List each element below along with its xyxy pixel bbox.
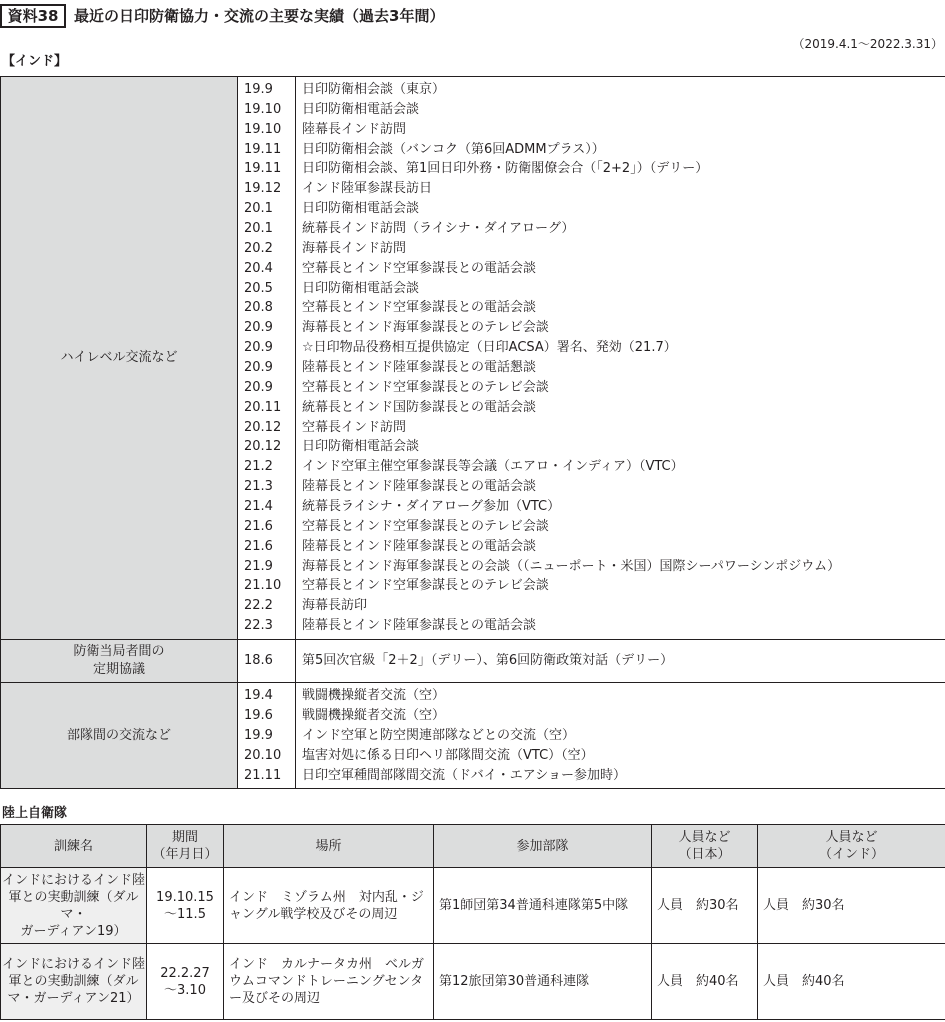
date-entry: 20.9 (244, 320, 273, 336)
exercise-period: 19.10.15 ～11.5 (147, 868, 224, 944)
date-list (238, 683, 296, 789)
event-entry: 海幕長とインド海軍参謀長とのテレビ会談 (302, 320, 549, 336)
event-entry: 空幕長とインド空軍参謀長とのテレビ会談 (302, 518, 549, 534)
event-entry: ☆日印物品役務相互提供協定（日印ACSA）署名、発効（21.7） (302, 340, 677, 356)
event-entry: 統幕長ライシナ・ダイアローグ参加（VTC） (302, 499, 561, 515)
exercise-period: 22.2.27 ～3.10 (147, 944, 224, 1020)
event-entry: 海幕長訪印 (302, 598, 368, 614)
event-entry: 陸幕長とインド陸軍参謀長との電話会談 (302, 479, 537, 495)
date-entry: 20.9 (244, 360, 273, 376)
event-entry: 日印防衛相電話会談 (302, 280, 420, 296)
date-entry: 20.9 (244, 340, 273, 356)
gsdf-exercise-table (0, 824, 945, 1020)
date-entry: 22.3 (244, 618, 273, 634)
date-entry: 21.10 (244, 578, 282, 594)
date-entry: 19.12 (244, 181, 282, 197)
column-header-name: 訓練名 (1, 825, 147, 868)
event-entry: 空幕長とインド空軍参謀長との電話会談 (302, 300, 537, 316)
exercise-name: インドにおけるインド陸軍との実動訓練（ダルマ・ ガーディアン19） (1, 868, 147, 944)
staff-japan: 人員 約30名 (652, 868, 758, 944)
date-cell: 18.6 (238, 640, 296, 683)
date-entry: 20.9 (244, 379, 273, 395)
event-cell: 第5回次官級「2＋2」（デリー）、第6回防衛政策対話（デリー） (296, 640, 945, 683)
date-entry: 21.11 (244, 767, 282, 783)
event-entry: 戦闘機操縦者交流（空） (302, 707, 446, 723)
date-entry: 21.6 (244, 518, 273, 534)
date-entry: 20.12 (244, 439, 282, 455)
document-title: 最近の日印防衛協力・交流の主要な実績（過去3年間） (74, 7, 445, 25)
category-cell: ハイレベル交流など (1, 77, 238, 640)
event-list (296, 77, 945, 640)
date-entry: 19.10 (244, 101, 282, 117)
reporting-period: （2019.4.1～2022.3.31） (792, 37, 943, 51)
event-entry: 陸幕長インド訪問 (302, 121, 407, 137)
event-entry: 日印防衛相電話会談 (302, 439, 420, 455)
participating-units: 第12旅団第30普通科連隊 (434, 944, 652, 1020)
staff-india: 人員 約40名 (758, 944, 945, 1020)
category-line: 定期協議 (92, 662, 145, 678)
date-entry: 21.4 (244, 499, 273, 515)
date-entry: 20.2 (244, 240, 273, 256)
date-entry: 20.1 (244, 221, 273, 237)
date-entry: 20.11 (244, 399, 282, 415)
staff-japan: 人員 約40名 (652, 944, 758, 1020)
column-header-staff-japan: 人員など （日本） (652, 825, 758, 868)
category-line: 防衛当局者間の (73, 644, 165, 660)
unit-exchange-row (1, 683, 945, 789)
document-header (0, 2, 945, 32)
date-entry: 20.12 (244, 419, 282, 435)
exercise-name: インドにおけるインド陸軍との実動訓練（ダルマ・ガーディアン21） (1, 944, 147, 1020)
regular-consultation-row (1, 640, 945, 683)
exercise-place: インド カルナータカ州 ベルガウムコマンドトレーニングセンター及びその周辺 (224, 944, 434, 1020)
event-entry: 空幕長インド訪問 (302, 419, 407, 435)
date-entry: 19.10 (244, 121, 282, 137)
india-section-label: 【インド】 (2, 54, 68, 69)
category-cell: 部隊間の交流など (1, 683, 238, 789)
event-entry: 統幕長とインド国防参謀長との電話会談 (302, 399, 537, 415)
date-entry: 20.1 (244, 201, 273, 217)
event-entry: 海幕長インド訪問 (302, 240, 407, 256)
date-entry: 19.11 (244, 161, 282, 177)
category-cell (1, 640, 238, 683)
event-entry: 日印防衛相電話会談 (302, 101, 420, 117)
date-entry: 21.6 (244, 538, 273, 554)
participating-units: 第1師団第34普通科連隊第5中隊 (434, 868, 652, 944)
date-entry: 19.9 (244, 82, 273, 97)
table-header-row (1, 825, 945, 868)
date-entry: 21.2 (244, 459, 273, 475)
date-list (238, 77, 296, 640)
column-header-staff-india: 人員など （インド） (758, 825, 945, 868)
event-entry: 戦闘機操縦者交流（空） (302, 688, 446, 704)
event-entry: 空幕長とインド空軍参謀長とのテレビ会談 (302, 379, 549, 395)
event-entry: 統幕長インド訪問（ライシナ・ダイアローグ） (302, 221, 575, 237)
event-entry: 塩害対処に係る日印ヘリ部隊間交流（VTC）（空） (302, 747, 594, 763)
date-entry: 22.2 (244, 598, 273, 614)
date-entry: 19.11 (244, 141, 282, 157)
column-header-place: 場所 (224, 825, 434, 868)
high-level-exchange-row (1, 77, 945, 640)
gsdf-section-label: 陸上自衛隊 (2, 806, 68, 821)
event-entry: 陸幕長とインド陸軍参謀長との電話会談 (302, 538, 537, 554)
date-entry: 21.3 (244, 479, 273, 495)
event-entry: 日印防衛相電話会談 (302, 201, 420, 217)
india-exchange-table (0, 76, 945, 789)
event-entry: 日印防衛相会談（バンコク（第6回ADMMプラス）） (302, 141, 605, 157)
event-entry: 空幕長とインド空軍参謀長との電話会談 (302, 260, 537, 276)
date-entry: 19.6 (244, 707, 273, 723)
date-entry: 19.9 (244, 727, 273, 743)
date-entry: 20.8 (244, 300, 273, 316)
date-entry: 20.5 (244, 280, 273, 296)
column-header-period: 期間 （年月日） (147, 825, 224, 868)
date-entry: 21.9 (244, 558, 273, 574)
date-entry: 20.4 (244, 260, 273, 276)
exercise-place: インド ミゾラム州 対内乱・ジャングル戦学校及びその周辺 (224, 868, 434, 944)
event-entry: 日印防衛相会談（東京） (302, 82, 446, 97)
document-number-badge: 資料38 (0, 4, 66, 28)
event-entry: インド陸軍参謀長訪日 (302, 181, 433, 197)
event-entry: インド空軍と防空関連部隊などとの交流（空） (302, 727, 576, 743)
event-entry: 日印防衛相会談、第1回日印外務・防衛閣僚会合（「2+2」）（デリー） (302, 161, 709, 177)
event-list (296, 683, 945, 789)
date-entry: 20.10 (244, 747, 282, 763)
table-row (1, 944, 945, 1020)
table-row (1, 868, 945, 944)
event-entry: 日印空軍種間部隊間交流（ドバイ・エアショー参加時） (302, 767, 626, 783)
event-entry: 陸幕長とインド陸軍参謀長との電話会談 (302, 618, 537, 634)
column-header-units: 参加部隊 (434, 825, 652, 868)
event-entry: インド空軍主催空軍参謀長等会議（エアロ・インディア）（VTC） (302, 459, 684, 475)
staff-india: 人員 約30名 (758, 868, 945, 944)
event-entry: 空幕長とインド空軍参謀長とのテレビ会談 (302, 578, 549, 594)
event-entry: 陸幕長とインド陸軍参謀長との電話懇談 (302, 360, 537, 376)
date-entry: 19.4 (244, 688, 273, 704)
event-entry: 海幕長とインド海軍参謀長との会談（（ニューポート・米国）国際シーパワーシンポジウム） (302, 558, 841, 574)
